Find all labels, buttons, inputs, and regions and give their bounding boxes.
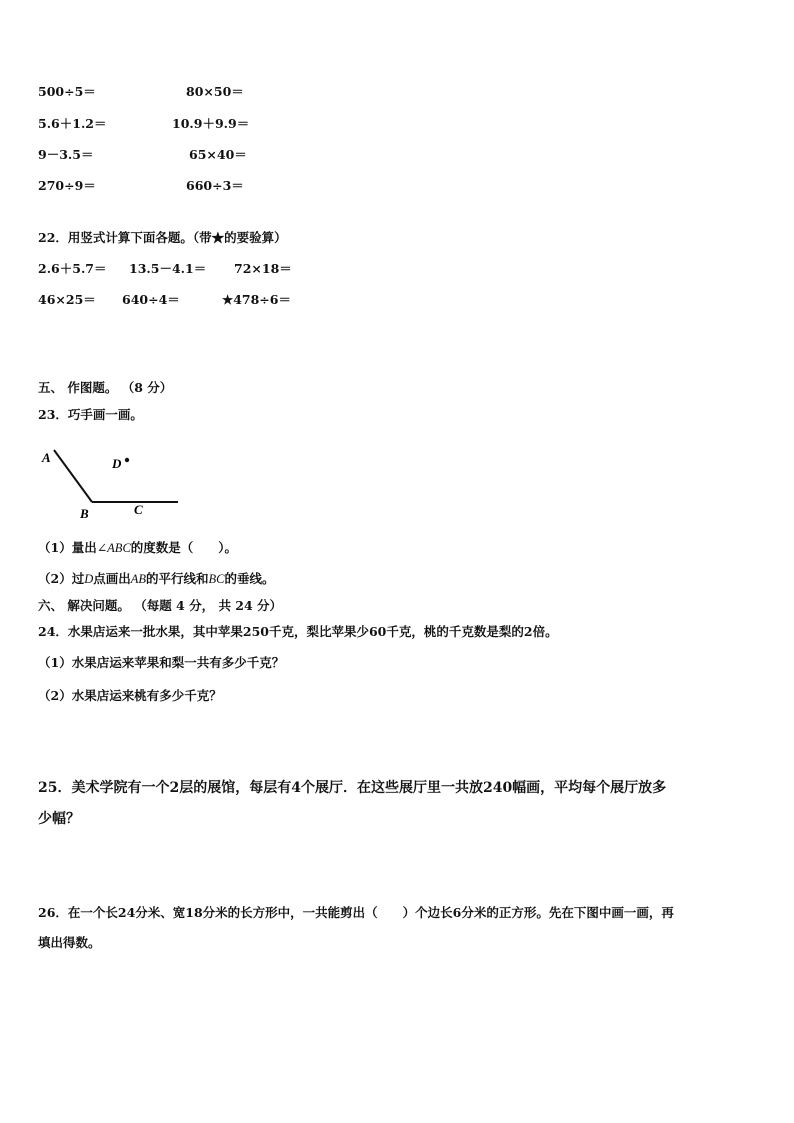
- calc-item: 500÷5＝: [38, 84, 96, 99]
- label-b: B: [80, 506, 89, 521]
- section-6-title: 六、 解决问题。 （每题 4 分， 共 24 分）: [38, 598, 283, 613]
- calc-item: 640÷4＝: [122, 292, 180, 307]
- question-24-part-1: （1）水果店运来苹果和梨一共有多少千克？: [38, 655, 285, 670]
- point-d: [125, 458, 129, 462]
- calc-item: 13.5－4.1＝: [129, 261, 207, 276]
- calc-item: 5.6＋1.2＝: [38, 116, 107, 131]
- calc-item: 9－3.5＝: [38, 147, 94, 162]
- section-5-title: 五、 作图题。 （8 分）: [38, 380, 173, 395]
- question-24-part-2: （2）水果店运来桃有多少千克？: [38, 688, 222, 703]
- question-26-line-2: 填出得数。: [38, 935, 101, 950]
- calc-item: 72×18＝: [234, 261, 292, 276]
- calc-item: 2.6＋5.7＝: [38, 261, 107, 276]
- question-25-line-2: 少幅？: [38, 811, 80, 827]
- ray-ba: [54, 450, 92, 502]
- label-d: D: [112, 456, 122, 471]
- calc-item: 10.9＋9.9＝: [172, 116, 250, 131]
- calc-item: 46×25＝: [38, 292, 96, 307]
- question-23-part-1: （1）量出∠ABC的度数是（ ）。: [38, 540, 238, 555]
- question-26-line-1: 26．在一个长24分米、宽18分米的长方形中，一共能剪出（ ）个边长6分米的正方形。先在下图中画一画，再: [38, 905, 674, 920]
- question-25-line-1: 25．美术学院有一个2层的展馆，每层有4个展厅．在这些展厅里一共放240幅画，平均每个展厅放多: [38, 780, 667, 796]
- question-23-part-2: （2）过D点画出AB的平行线和BC的垂线。: [38, 571, 275, 586]
- calc-item: 80×50＝: [186, 84, 244, 99]
- question-23-title: 23．巧手画一画。: [38, 407, 143, 422]
- calc-item: ★478÷6＝: [222, 292, 291, 307]
- question-24-title: 24．水果店运来一批水果，其中苹果250千克，梨比苹果少60千克，桃的千克数是梨的2倍。: [38, 624, 558, 639]
- label-c: C: [134, 502, 143, 517]
- angle-abc-figure: [36, 444, 186, 522]
- calc-item: 65×40＝: [189, 147, 247, 162]
- calc-item: 660÷3＝: [186, 178, 244, 193]
- calc-item: 270÷9＝: [38, 178, 96, 193]
- label-a: A: [42, 450, 51, 465]
- question-22-title: 22．用竖式计算下面各题。（带★的要验算）: [38, 230, 287, 245]
